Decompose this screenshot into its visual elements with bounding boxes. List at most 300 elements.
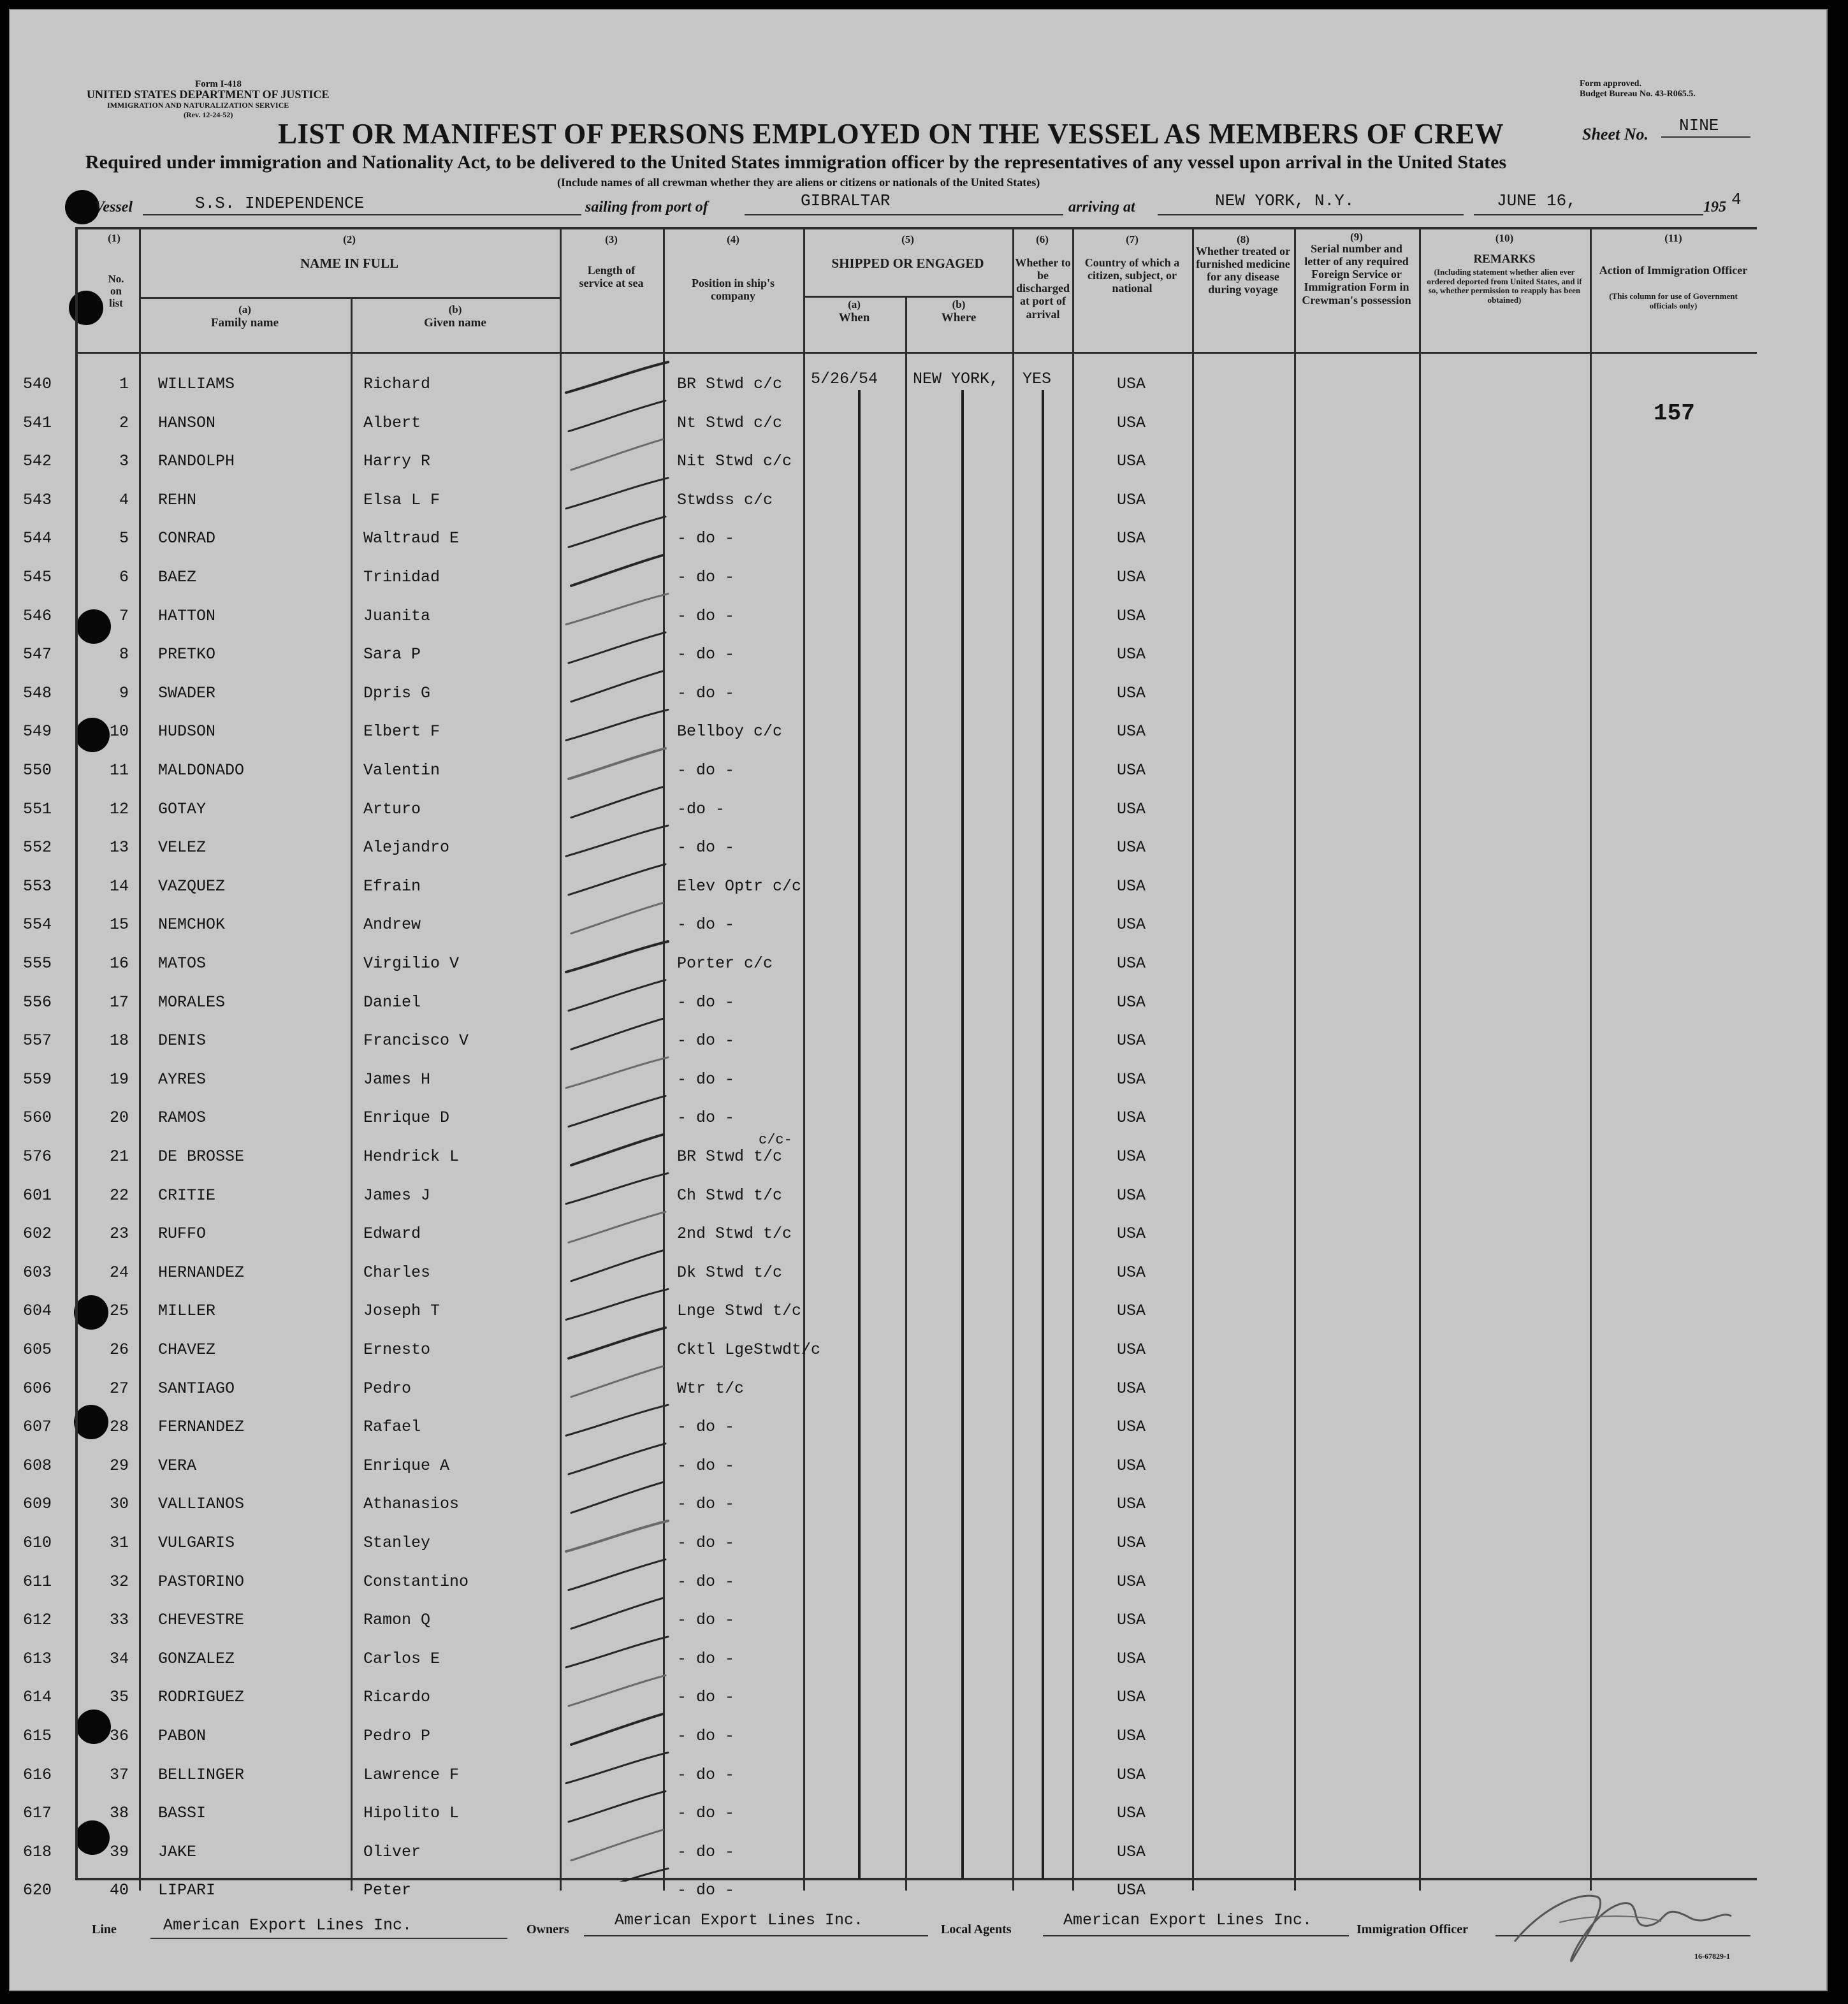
row-number: 15 xyxy=(109,915,129,934)
table-row xyxy=(23,1330,1757,1369)
country: USA xyxy=(1117,1688,1146,1707)
arriving-label: arriving at xyxy=(1068,199,1135,215)
country: USA xyxy=(1117,1302,1146,1321)
given-name: Edward xyxy=(363,1224,421,1244)
row-number: 25 xyxy=(109,1302,129,1321)
family-name: SANTIAGO xyxy=(158,1379,235,1398)
given-name: Francisco V xyxy=(363,1031,469,1050)
given-name: Harry R xyxy=(363,452,431,471)
margin-number: 542 xyxy=(23,452,52,471)
service-tick-mark xyxy=(566,1057,668,1088)
table-row xyxy=(23,712,1757,751)
family-name: CHAVEZ xyxy=(158,1340,216,1359)
margin-number: 553 xyxy=(23,876,52,896)
country: USA xyxy=(1117,1495,1146,1514)
margin-number: 607 xyxy=(23,1418,52,1437)
family-name: BAEZ xyxy=(158,568,197,586)
margin-number: 611 xyxy=(23,1572,52,1591)
col1-header: No. on list xyxy=(108,273,124,310)
agents-label: Local Agents xyxy=(941,1922,1012,1936)
margin-number: 554 xyxy=(23,915,52,934)
position: Nt Stwd c/c xyxy=(677,413,783,432)
family-name: HANSON xyxy=(158,413,216,432)
position: 2nd Stwd t/c xyxy=(677,1224,792,1244)
position: Lnge Stwd t/c xyxy=(677,1302,802,1321)
header-top-rule xyxy=(75,227,1757,229)
country: USA xyxy=(1117,722,1146,741)
margin-number: 602 xyxy=(23,1224,52,1244)
col5-header: SHIPPED OR ENGAGED xyxy=(831,256,984,271)
margin-number: 614 xyxy=(23,1688,52,1707)
row-number: 26 xyxy=(109,1340,129,1359)
country: USA xyxy=(1117,490,1146,509)
row-number: 35 xyxy=(109,1688,129,1707)
service-tick-mark xyxy=(569,1675,666,1706)
budget-bureau-number: Budget Bureau No. 43-R065.5. xyxy=(1580,89,1696,99)
position: - do - xyxy=(677,1688,735,1707)
table-row xyxy=(23,597,1757,635)
service-tick-mark xyxy=(566,825,668,856)
position: - do - xyxy=(677,529,735,548)
row-number: 19 xyxy=(109,1070,129,1089)
margin-number: 549 xyxy=(23,722,52,741)
col5a-header: When xyxy=(838,311,870,324)
table-row xyxy=(23,828,1757,867)
table-row xyxy=(23,1021,1757,1060)
discharged-value: YES xyxy=(1022,370,1052,388)
col6-number: (6) xyxy=(1036,233,1049,245)
position: Porter c/c xyxy=(677,954,773,973)
table-row xyxy=(23,790,1757,829)
col9-header: Serial number and letter of any required Foreign Service or Immigration Form in Crewman's possession xyxy=(1302,242,1411,307)
service-tick-mark xyxy=(569,401,666,432)
row-number: 5 xyxy=(119,529,129,548)
row-number: 1 xyxy=(119,375,129,393)
margin-number: 601 xyxy=(23,1186,52,1205)
country: USA xyxy=(1117,1727,1146,1745)
owners-value: American Export Lines Inc. xyxy=(615,1911,864,1929)
country: USA xyxy=(1117,1534,1146,1552)
row-number: 21 xyxy=(109,1147,129,1166)
line-value: American Export Lines Inc. xyxy=(163,1916,412,1935)
table-row xyxy=(23,558,1757,597)
given-name: Athanasios xyxy=(363,1495,460,1514)
given-name: Oliver xyxy=(363,1842,421,1861)
position: - do - xyxy=(677,1070,735,1089)
col5a-number: (a) xyxy=(848,298,861,310)
family-name: VAZQUEZ xyxy=(158,876,226,896)
service-tick-mark xyxy=(569,748,666,779)
arrival-year-suffix: 4 xyxy=(1731,190,1742,209)
table-row xyxy=(23,1794,1757,1833)
margin-number: 559 xyxy=(23,1070,52,1089)
line-label: Line xyxy=(92,1922,117,1936)
service-tick-mark xyxy=(569,1328,666,1358)
service-tick-mark xyxy=(571,1830,663,1861)
given-name: Hipolito L xyxy=(363,1804,460,1823)
country: USA xyxy=(1117,1611,1146,1630)
given-name: Carlos E xyxy=(363,1649,440,1668)
col11-note: (This column for use of Government officials only) xyxy=(1609,291,1738,310)
position: - do - xyxy=(677,838,735,857)
given-name: Constantino xyxy=(363,1572,469,1591)
country: USA xyxy=(1117,413,1146,432)
row-number: 12 xyxy=(109,799,129,818)
officer-action-value: 157 xyxy=(1654,400,1695,426)
header-split-rule xyxy=(139,297,560,299)
table-row xyxy=(23,867,1757,906)
family-name: PABON xyxy=(158,1727,207,1745)
given-name: Alejandro xyxy=(363,838,450,857)
table-row xyxy=(23,1601,1757,1639)
manifest-page xyxy=(9,9,1828,1991)
position: - do - xyxy=(677,761,735,780)
sheet-number-rule xyxy=(1661,136,1750,138)
col2a-number: (a) xyxy=(238,303,251,316)
given-name: Hendrick L xyxy=(363,1147,460,1166)
given-name: Stanley xyxy=(363,1534,431,1552)
given-name: Elsa L F xyxy=(363,490,440,509)
col3-header: Length of service at sea xyxy=(579,264,644,290)
position: - do - xyxy=(677,915,735,934)
margin-number: 604 xyxy=(23,1302,52,1321)
service-tick-mark xyxy=(571,1019,663,1049)
col2-number: (2) xyxy=(343,233,356,245)
col4-header: Position in ship's company xyxy=(691,277,775,303)
country: USA xyxy=(1117,761,1146,780)
country: USA xyxy=(1117,1186,1146,1205)
position: - do - xyxy=(677,1765,735,1784)
col10-header: REMARKS xyxy=(1473,252,1536,266)
country: USA xyxy=(1117,1147,1146,1166)
table-row xyxy=(23,983,1757,1022)
position: - do - xyxy=(677,1572,735,1591)
crew-table xyxy=(23,227,1757,1900)
family-name: DE BROSSE xyxy=(158,1147,245,1166)
family-name: DENIS xyxy=(158,1031,207,1050)
sheet-number: NINE xyxy=(1679,116,1719,135)
table-row xyxy=(23,1291,1757,1330)
row-number: 34 xyxy=(109,1649,129,1668)
family-name: HERNANDEZ xyxy=(158,1263,245,1282)
service-tick-mark xyxy=(566,478,668,509)
service-tick-mark xyxy=(569,516,666,547)
position: - do - xyxy=(677,1534,735,1552)
margin-number: 546 xyxy=(23,606,52,625)
table-row xyxy=(23,1717,1757,1755)
col2-header: NAME IN FULL xyxy=(300,256,398,271)
country: USA xyxy=(1117,1379,1146,1398)
position: - do - xyxy=(677,1611,735,1630)
margin-number: 612 xyxy=(23,1611,52,1630)
country: USA xyxy=(1117,799,1146,818)
column-rule xyxy=(75,227,78,1878)
col6-header: Whether to be discharged at port of arrival xyxy=(1015,256,1071,321)
given-name: Peter xyxy=(363,1881,412,1900)
family-name: CRITIE xyxy=(158,1186,216,1205)
position: Stwdss c/c xyxy=(677,490,773,509)
family-name: REHN xyxy=(158,490,197,509)
given-name: Efrain xyxy=(363,876,421,896)
table-row xyxy=(23,481,1757,519)
margin-number: 547 xyxy=(23,645,52,664)
position: -do - xyxy=(677,799,725,818)
port-rule xyxy=(745,214,1063,215)
service-tick-mark xyxy=(566,941,668,972)
departure-port: GIBRALTAR xyxy=(801,191,891,210)
row-number: 18 xyxy=(109,1031,129,1050)
position: Wtr t/c xyxy=(677,1379,745,1398)
col4-number: (4) xyxy=(727,233,739,245)
position: Dk Stwd t/c xyxy=(677,1263,783,1282)
margin-number: 552 xyxy=(23,838,52,857)
given-name: Ricardo xyxy=(363,1688,431,1707)
row-number: 17 xyxy=(109,992,129,1012)
family-name: GOTAY xyxy=(158,799,207,818)
given-name: Enrique A xyxy=(363,1456,450,1475)
country: USA xyxy=(1117,452,1146,471)
given-name: Juanita xyxy=(363,606,431,625)
col2b-header: Given name xyxy=(424,316,486,330)
position: - do - xyxy=(677,1031,735,1050)
arrival-rule xyxy=(1158,214,1464,215)
margin-number: 617 xyxy=(23,1804,52,1823)
given-name: Richard xyxy=(363,375,431,393)
service-tick-mark xyxy=(569,1212,666,1242)
row-number: 24 xyxy=(109,1263,129,1282)
ditto-line-discharged xyxy=(1042,390,1044,1879)
table-row xyxy=(23,1176,1757,1215)
table-row xyxy=(23,1485,1757,1523)
row-number: 10 xyxy=(109,722,129,741)
family-name: FERNANDEZ xyxy=(158,1418,245,1437)
shipped-where: NEW YORK, xyxy=(913,370,1000,388)
service-tick-mark xyxy=(566,1868,668,1882)
position: - do - xyxy=(677,683,735,702)
table-row xyxy=(23,674,1757,713)
country: USA xyxy=(1117,1108,1146,1128)
vessel-label: Vessel xyxy=(94,199,133,215)
country: USA xyxy=(1117,1804,1146,1823)
col5b-header: Where xyxy=(941,311,977,324)
service-tick-mark xyxy=(571,671,663,702)
position: - do - xyxy=(677,568,735,586)
country: USA xyxy=(1117,838,1146,857)
family-name: WILLIAMS xyxy=(158,375,235,393)
col7-number: (7) xyxy=(1126,233,1139,245)
margin-number: 545 xyxy=(23,568,52,586)
margin-number: 615 xyxy=(23,1727,52,1745)
arrival-port: NEW YORK, N.Y. xyxy=(1215,191,1355,210)
country: USA xyxy=(1117,645,1146,664)
sheet-number-label: Sheet No. xyxy=(1582,125,1648,143)
row-number: 4 xyxy=(119,490,129,509)
row-number: 27 xyxy=(109,1379,129,1398)
owners-label: Owners xyxy=(527,1922,569,1936)
margin-number: 548 xyxy=(23,683,52,702)
row-number: 38 xyxy=(109,1804,129,1823)
country: USA xyxy=(1117,1224,1146,1244)
position: - do - xyxy=(677,1881,735,1900)
given-name: Trinidad xyxy=(363,568,440,586)
country: USA xyxy=(1117,876,1146,896)
given-name: Lawrence F xyxy=(363,1765,460,1784)
ditto-line-where xyxy=(961,390,964,1879)
given-name: Daniel xyxy=(363,992,421,1012)
col2a-header: Family name xyxy=(210,316,279,330)
position: - do - xyxy=(677,606,735,625)
margin-number: 620 xyxy=(23,1881,52,1900)
country: USA xyxy=(1117,992,1146,1012)
ditto-line-when xyxy=(858,390,861,1879)
position: - do - xyxy=(677,1842,735,1861)
table-row xyxy=(23,751,1757,790)
country: USA xyxy=(1117,375,1146,393)
form-number: Form I-418 xyxy=(195,79,242,89)
table-row xyxy=(23,1755,1757,1794)
family-name: PRETKO xyxy=(158,645,216,664)
col11-number: (11) xyxy=(1664,232,1682,244)
row-number: 39 xyxy=(109,1842,129,1861)
service-tick-mark xyxy=(566,1637,668,1667)
position: - do - xyxy=(677,1804,735,1823)
col10-number: (10) xyxy=(1495,232,1514,244)
family-name: LIPARI xyxy=(158,1881,216,1900)
country: USA xyxy=(1117,1263,1146,1282)
table-row xyxy=(23,403,1757,442)
given-name: Ernesto xyxy=(363,1340,431,1359)
family-name: NEMCHOK xyxy=(158,915,226,934)
family-name: MALDONADO xyxy=(158,761,245,780)
arrival-date: JUNE 16, xyxy=(1497,191,1576,210)
country: USA xyxy=(1117,1842,1146,1861)
country: USA xyxy=(1117,1456,1146,1475)
row-number: 23 xyxy=(109,1224,129,1244)
country: USA xyxy=(1117,915,1146,934)
position: - do - xyxy=(677,1495,735,1514)
margin-number: 555 xyxy=(23,954,52,973)
family-name: MORALES xyxy=(158,992,226,1012)
given-name: Arturo xyxy=(363,799,421,818)
service-tick-mark xyxy=(569,1791,666,1822)
family-name: RAMOS xyxy=(158,1108,207,1128)
department-name: UNITED STATES DEPARTMENT OF JUSTICE xyxy=(87,88,330,101)
family-name: RUFFO xyxy=(158,1224,207,1244)
country: USA xyxy=(1117,683,1146,702)
margin-number: 613 xyxy=(23,1649,52,1668)
service-tick-marks xyxy=(560,352,687,1882)
margin-number: 603 xyxy=(23,1263,52,1282)
row-number: 31 xyxy=(109,1534,129,1552)
given-name: Sara P xyxy=(363,645,421,664)
given-name: Ramon Q xyxy=(363,1611,431,1630)
form-approval: Form approved. xyxy=(1580,79,1641,89)
table-row xyxy=(23,442,1757,481)
row-number: 9 xyxy=(119,683,129,702)
given-name: Pedro P xyxy=(363,1727,431,1745)
margin-number: 543 xyxy=(23,490,52,509)
position: BR Stwd c/c xyxy=(677,375,783,393)
family-name: SWADER xyxy=(158,683,216,702)
row-number: 29 xyxy=(109,1456,129,1475)
family-name: MILLER xyxy=(158,1302,216,1321)
given-name: Elbert F xyxy=(363,722,440,741)
country: USA xyxy=(1117,568,1146,586)
service-tick-mark xyxy=(569,980,666,1011)
margin-number: 556 xyxy=(23,992,52,1012)
margin-number: 610 xyxy=(23,1534,52,1552)
form-revision: (Rev. 12-24-52) xyxy=(184,110,233,119)
family-name: GONZALEZ xyxy=(158,1649,235,1668)
col2b-number: (b) xyxy=(448,303,462,316)
row-number: 6 xyxy=(119,568,129,586)
page-title: LIST OR MANIFEST OF PERSONS EMPLOYED ON THE VESSEL AS MEMBERS OF CREW xyxy=(278,118,1504,150)
row-number: 20 xyxy=(109,1108,129,1128)
vessel-rule xyxy=(143,214,581,215)
date-rule xyxy=(1474,214,1703,215)
margin-number: 608 xyxy=(23,1456,52,1475)
service-tick-mark xyxy=(571,1367,663,1397)
margin-number: 616 xyxy=(23,1765,52,1784)
family-name: CHEVESTRE xyxy=(158,1611,245,1630)
family-name: HUDSON xyxy=(158,722,216,741)
country: USA xyxy=(1117,1340,1146,1359)
position: Ch Stwd t/c xyxy=(677,1186,783,1205)
given-name: Rafael xyxy=(363,1418,421,1437)
position: - do - xyxy=(677,992,735,1012)
margin-number: 609 xyxy=(23,1495,52,1514)
family-name: HATTON xyxy=(158,606,216,625)
country: USA xyxy=(1117,1765,1146,1784)
table-row xyxy=(23,1523,1757,1562)
family-name: CONRAD xyxy=(158,529,216,548)
margin-number: 576 xyxy=(23,1147,52,1166)
table-row xyxy=(23,1833,1757,1871)
given-name: James J xyxy=(363,1186,431,1205)
given-name: Andrew xyxy=(363,915,421,934)
row-number: 7 xyxy=(119,606,129,625)
country: USA xyxy=(1117,529,1146,548)
given-name: James H xyxy=(363,1070,431,1089)
margin-number: 557 xyxy=(23,1031,52,1050)
service-tick-mark xyxy=(569,1444,666,1474)
service-tick-mark xyxy=(569,864,666,895)
row-number: 14 xyxy=(109,876,129,896)
given-name: Valentin xyxy=(363,761,440,780)
position: - do - xyxy=(677,1727,735,1745)
family-name: VELEZ xyxy=(158,838,207,857)
country: USA xyxy=(1117,1418,1146,1437)
row-number: 32 xyxy=(109,1572,129,1591)
family-name: AYRES xyxy=(158,1070,207,1089)
line-rule xyxy=(150,1938,507,1939)
margin-number: 606 xyxy=(23,1379,52,1398)
position: - do - xyxy=(677,1456,735,1475)
table-row xyxy=(23,905,1757,944)
service-tick-mark xyxy=(569,1560,666,1590)
margin-number: 551 xyxy=(23,799,52,818)
country: USA xyxy=(1117,1031,1146,1050)
country: USA xyxy=(1117,606,1146,625)
service-tick-mark xyxy=(569,1096,666,1126)
service-tick-mark xyxy=(571,787,663,818)
row-number: 2 xyxy=(119,413,129,432)
col8-number: (8) xyxy=(1237,233,1249,245)
table-row xyxy=(23,635,1757,674)
agents-value: American Export Lines Inc. xyxy=(1063,1911,1313,1929)
position: Nit Stwd c/c xyxy=(677,452,792,471)
arrival-year-prefix: 195 xyxy=(1703,199,1726,215)
